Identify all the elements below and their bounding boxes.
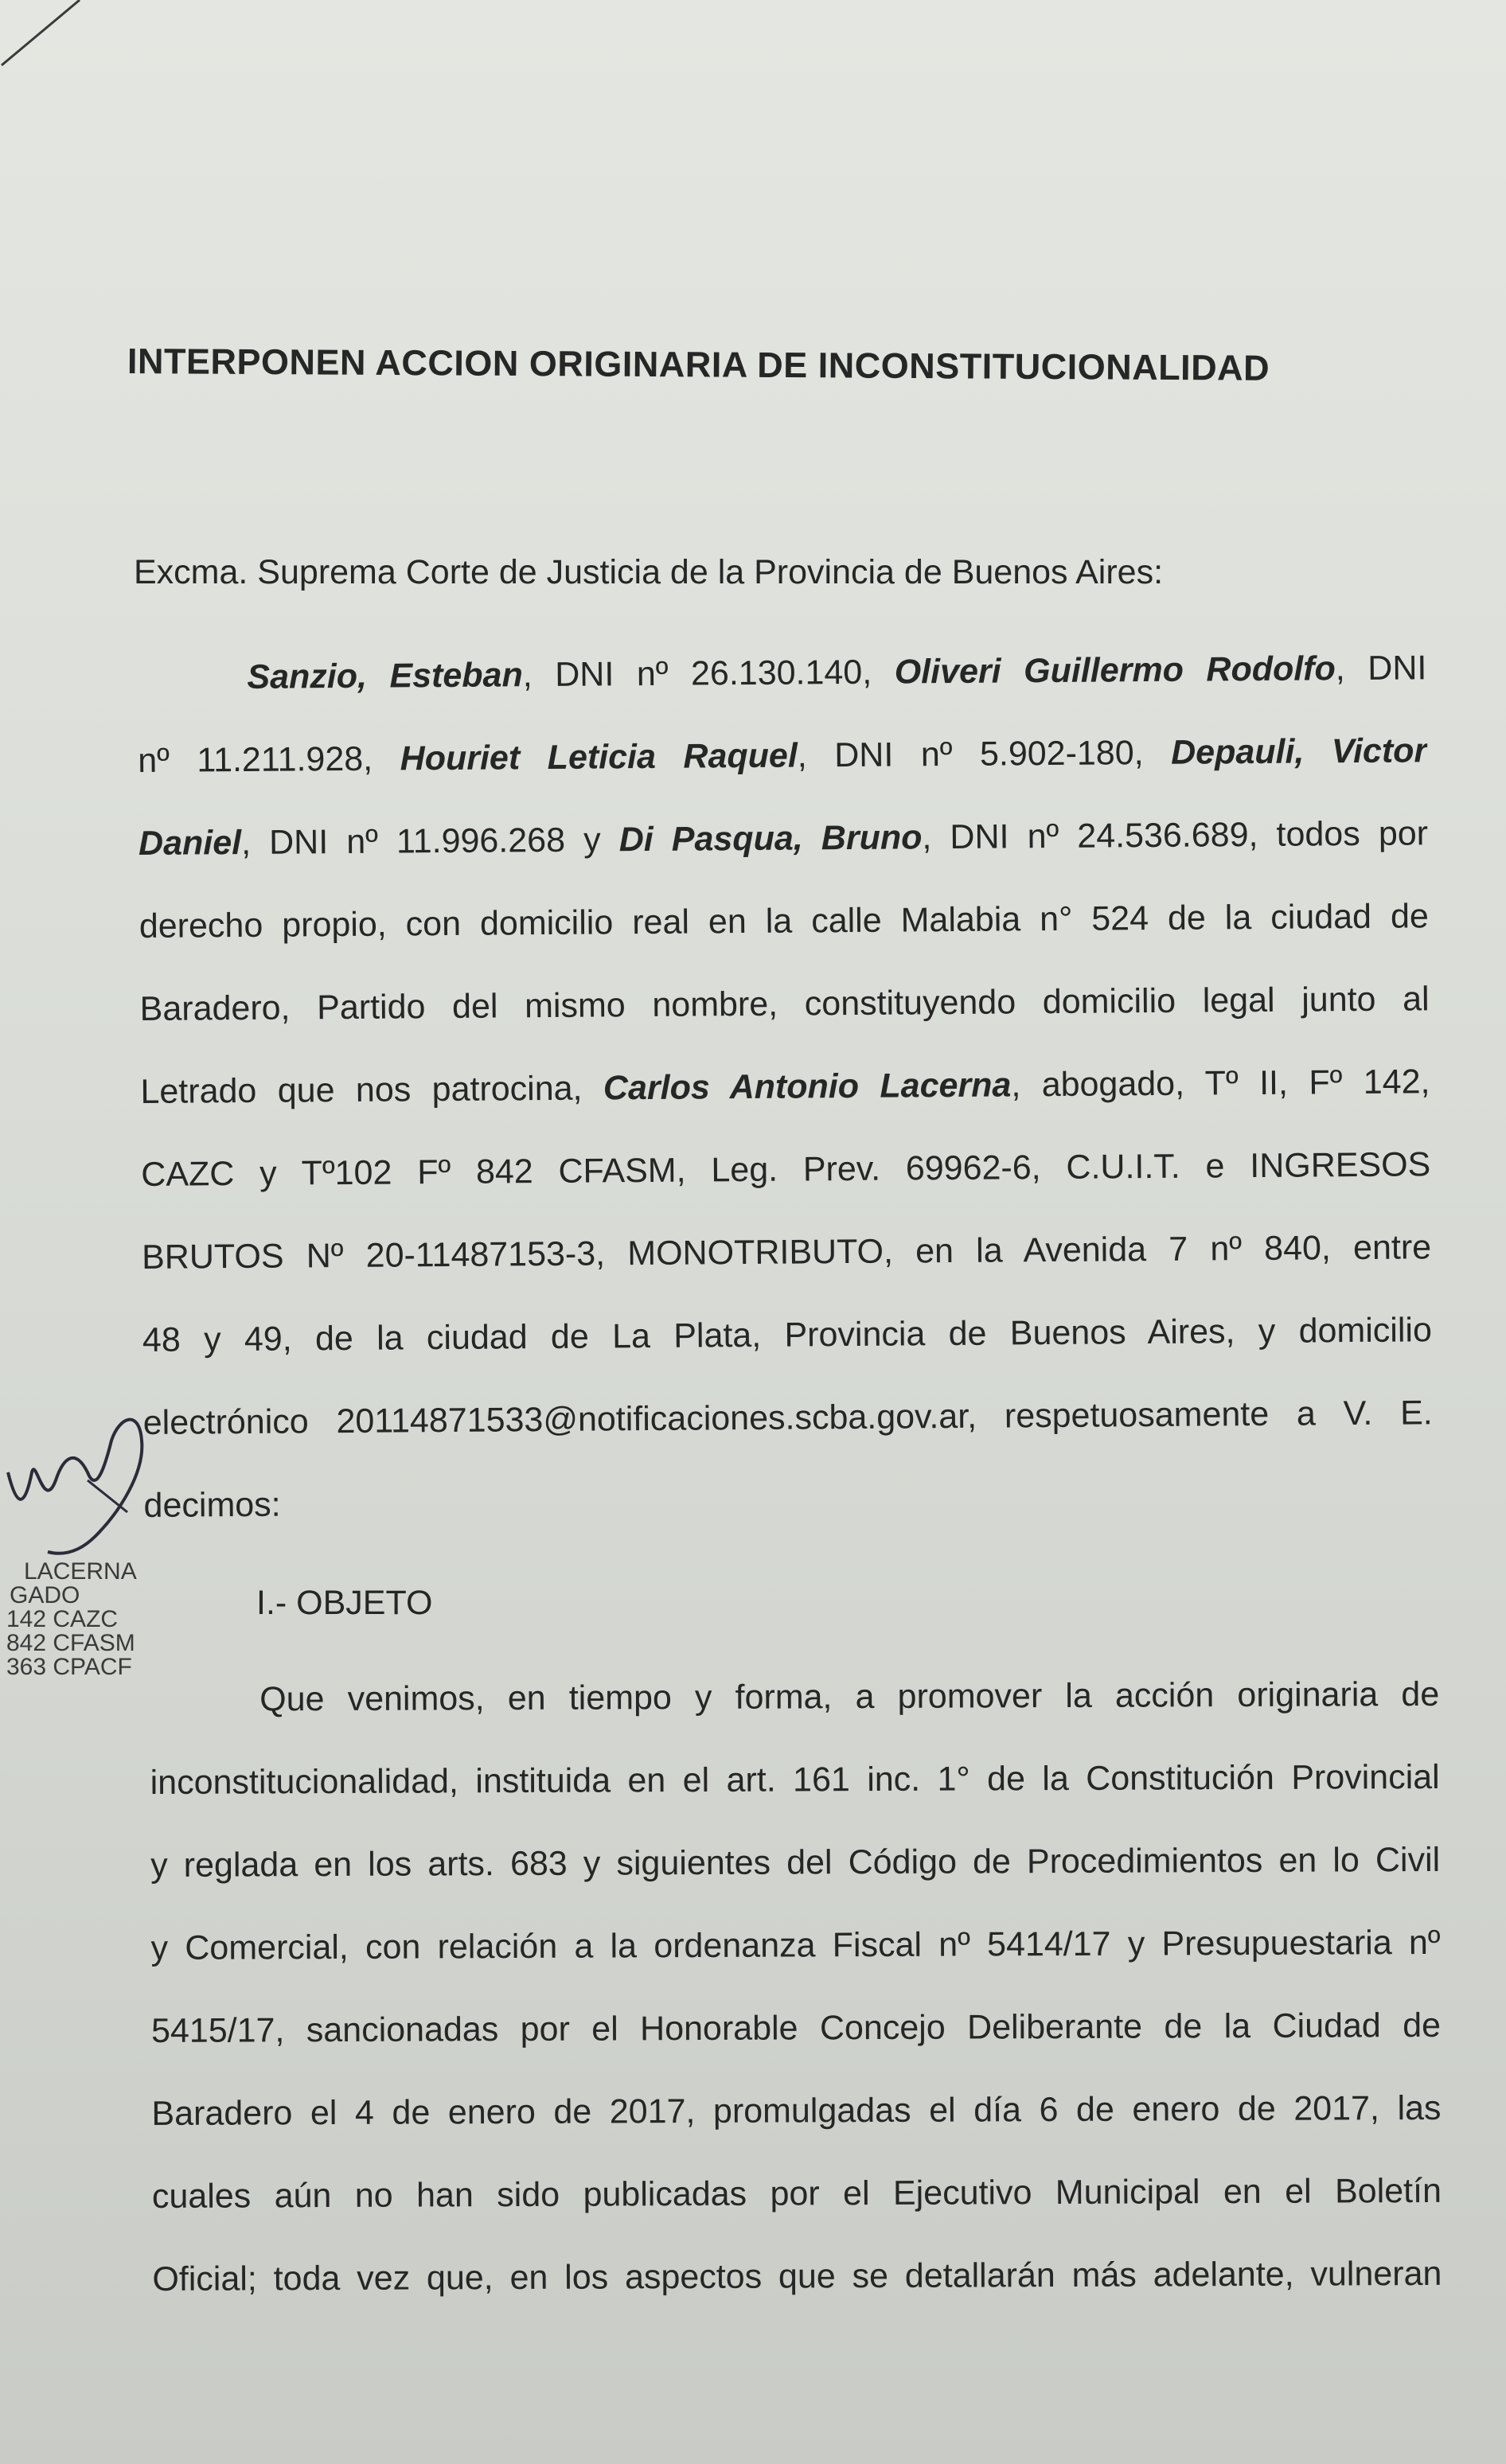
objeto-line: cuales aún no han sido publicadas por el Ejecutivo Municipal en el Boletín (151, 2171, 1442, 2216)
intro-line: BRUTOS Nº 20-11487153-3, MONOTRIBUTO, en la Avenida 7 nº 840, entre (141, 1228, 1432, 1277)
objeto-line: Baradero el 4 de enero de 2017, promulgadas el día 6 de enero de 2017, las (151, 2088, 1442, 2133)
stamp-line: LACERNA (24, 1558, 137, 1585)
stamp-line: GADO (10, 1582, 80, 1608)
intro-paragraph (137, 626, 1434, 1547)
intro-line: 48 y 49, de la ciudad de La Plata, Provincia de Buenos Aires, y domicilio (142, 1311, 1433, 1359)
stamp-line: 142 CAZC (6, 1606, 119, 1632)
intro-line: Daniel, DNI nº 11.996.268 y Di Pasqua, Bruno, DNI nº 24.536.689, todos por (138, 814, 1429, 863)
stamp-line: 842 CFASM (6, 1630, 135, 1656)
objeto-paragraph (150, 1653, 1442, 2321)
corner-pen-mark (0, 0, 96, 80)
objeto-line: y reglada en los arts. 683 y siguientes del Código de Procedimientos en lo Civil (150, 1840, 1441, 1885)
intro-line: Baradero, Partido del mismo nombre, constituyendo domicilio legal junto al (139, 980, 1430, 1028)
stamp-line: 363 CPACF (6, 1654, 132, 1680)
intro-line: derecho propio, con domicilio real en la calle Malabia n° 524 de la ciudad de (139, 897, 1429, 945)
objeto-line: Oficial; toda vez que, en los aspectos que se detallarán más adelante, vulneran (152, 2254, 1442, 2298)
objeto-line: inconstitucionalidad, instituida en el art. 161 inc. 1° de la Constitución Provincial (150, 1757, 1440, 1802)
intro-line: Letrado que nos patrocina, Carlos Antonio Lacerna, abogado, Tº II, Fº 142, (140, 1062, 1430, 1111)
intro-line: CAZC y Tº102 Fº 842 CFASM, Leg. Prev. 69962-6, C.U.I.T. e INGRESOS (141, 1145, 1431, 1194)
intro-line: electrónico 20114871533@notificaciones.scba.gov.ar, respetuosamente a V. E. (142, 1394, 1433, 1442)
intro-line: nº 11.211.928, Houriet Leticia Raquel, DNI nº 5.902-180, Depauli, Victor (138, 731, 1428, 780)
document-title: INTERPONEN ACCION ORIGINARIA DE INCONSTITUCIONALIDAD (127, 341, 1270, 388)
objeto-line: Que venimos, en tiempo y forma, a promover la acción originaria de (259, 1675, 1440, 1719)
section-heading: I.- OBJETO (256, 1584, 433, 1622)
handwritten-signature (0, 1353, 159, 1560)
intro-line: decimos: (143, 1485, 281, 1525)
objeto-line: 5415/17, sancionadas por el Honorable Concejo Deliberante de la Ciudad de (150, 2006, 1442, 2050)
objeto-line: y Comercial, con relación a la ordenanza Fiscal nº 5414/17 y Presupuestaria nº (150, 1923, 1441, 1967)
lawyer-stamp (0, 1560, 175, 1679)
court-address: Excma. Suprema Corte de Justicia de la Provincia de Buenos Aires: (134, 553, 1164, 591)
intro-line: Sanzio, Esteban, DNI nº 26.130.140, Oliveri Guillermo Rodolfo, DNI (247, 649, 1427, 696)
